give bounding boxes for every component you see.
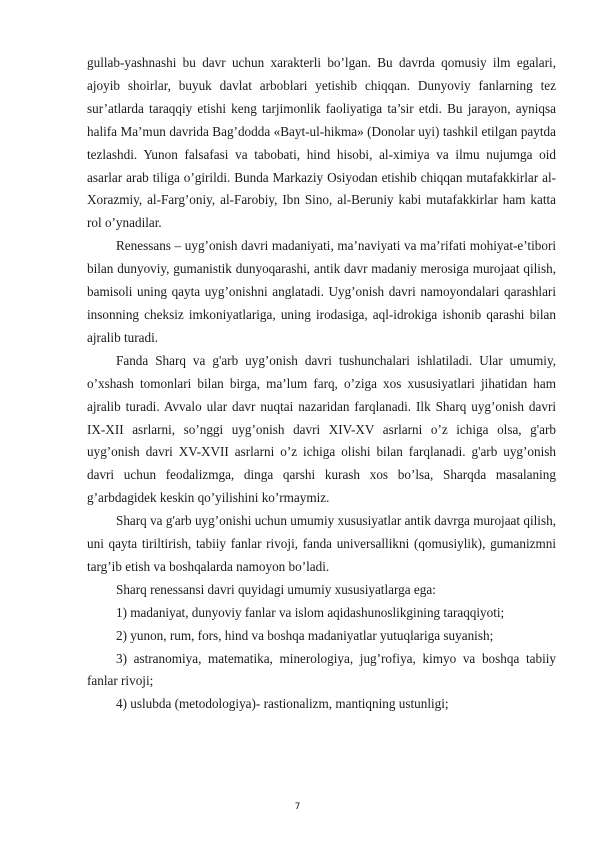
body-text <box>87 52 556 716</box>
list-item-1: 1) madaniyat, dunyoviy fanlar va islom aqidashunoslikgining taraqqiyoti; <box>116 604 505 620</box>
list-item-2: 2) yunon, rum, fors, hind va boshqa madaniyatlar yutuqlariga suyanish; <box>116 627 494 643</box>
paragraph-list-intro: Sharq renessansi davri quyidagi umumiy xususiyatlarga ega: <box>116 581 436 597</box>
page-number: 7 <box>294 802 301 812</box>
list-item-4: 4) uslubda (metodologiya)- rastionalizm, mantiqning ustunligi; <box>116 696 449 712</box>
paragraph-common-features: Sharq va g'arb uyg’onishi uchun umumiy xususiyatlar antik davrga murojaat qilish, uni qayta tiriltirish, tabiiy fanlar rivoji, fanda universallikni (qomusiylik), gumanizmni targ’ib etish va boshqalarda namoyon bo’ladi. <box>87 513 556 574</box>
paragraph-east-west-comparison: Fanda Sharq va g'arb uyg’onish davri tushunchalari ishlatiladi. Ular umumiy, o’xshash tomonlari bilan birga, ma’lum farq, o’ziga xos xususiyatlari jihatidan ham ajralib turadi. Avvalo ular davr nuqtai nazaridan farqlanadi. Ilk Sharq uyg’onish davri IX-XII asrlarni, so’nggi uyg’onish davri XIV-XV asrlarni o’z ichiga olsa, g'arb uyg’onish davri XV-XVII asrlarni o’z ichiga olishi bilan farqlanadi. g'arb uyg’onish davri uchun feodalizmga, dinga qarshi kurash xos bo’lsa, Sharqda masalaning g’arbdagidek keskin qo’yilishini ko’rmaymiz. <box>87 352 556 506</box>
paragraph-renaissance-definition: Renessans – uyg’onish davri madaniyati, ma’naviyati va ma’rifati mohiyat-e’tibori bilan dunyoviy, gumanistik dunyoqarashi, antik davr madaniy merosiga murojaat qilish, bamisoli uning qayta uyg’onishni anglatadi. Uyg’onish davri namoyondalari qarashlari insonning cheksiz imkoniyatlariga, uning irodasiga, aql-idrokiga ishonib qarashi bilan ajralib turadi. <box>87 238 556 345</box>
paragraph-continuation: gullab-yashnashi bu davr uchun xarakterli bo’lgan. Bu davrda qomusiy ilm egalari, ajoyib shoirlar, buyuk davlat arboblari yetishib chiqqan. Dunyoviy fanlarning tez sur’atlarda taraqqiy etishi keng tarjimonlik faoliyatiga ta’sir etdi. Bu jarayon, ayniqsa halifa Ma’mun davrida Bag’dodda «Bayt-ul-hikma» (Donolar uyi) tashkil etilgan paytda tezlashdi. Yunon falsafasi va tabobati, hind hisobi, al-ximiya va ilmu nujumga oid asarlar arab tiliga o’girildi. Bunda Markaziy Osiyodan etishib chiqqan mutafakkirlar al-Xorazmiy, al-Farg’oniy, al-Farobiy, Ibn Sino, al-Beruniy kabi mutafakkirlar ham katta rol o’ynadilar. <box>87 55 556 231</box>
list-item-3: 3) astranomiya, matematika, minerologiya, jug’rofiya, kimyo va boshqa tabiiy fanlar rivoji; <box>87 650 556 689</box>
